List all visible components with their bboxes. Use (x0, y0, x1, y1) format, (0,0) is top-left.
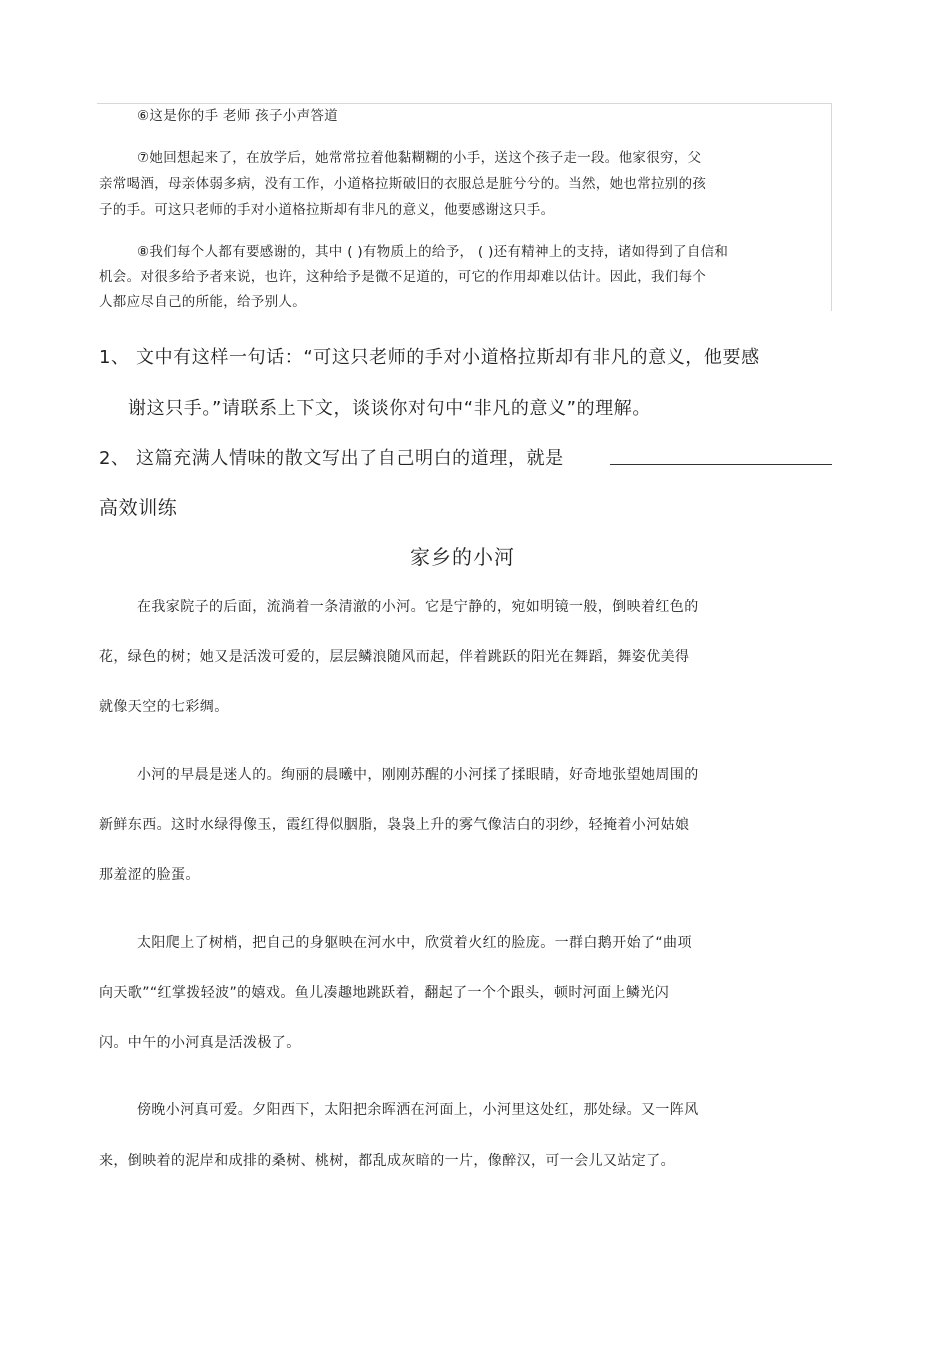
passage-paragraph-8-line-3: 人都应尽自己的所能，给予别人。 (99, 294, 306, 310)
passage-paragraph-6: ⑥这是你的手 老师 孩子小声答道 (137, 108, 338, 124)
article-p1-line-2: 花，绿色的树；她又是活泼可爱的，层层鳞浪随风而起，伴着跳跃的阳光在舞蹈，舞姿优美得 (99, 649, 690, 665)
article-p2-line-2: 新鲜东西。这时水绿得像玉，霞红得似胭脂，袅袅上升的雾气像洁白的羽纱，轻掩着小河姑娘 (99, 817, 690, 833)
passage-paragraph-8-line-2: 机会。对很多给予者来说，也许，这种给予是微不足道的，可它的作用却难以估计。因此，我们每个 (99, 269, 707, 285)
article-p4-line-2: 来，倒映着的泥岸和成排的桑树、桃树，都乱成灰暗的一片，像醉汉，可一会儿又站定了。 (99, 1153, 675, 1169)
article-title: 家乡的小河 (410, 545, 515, 569)
section-heading: 高效训练 (99, 497, 178, 519)
question-2: 2、 这篇充满人情味的散文写出了自己明白的道理，就是 (99, 448, 564, 469)
passage-paragraph-7-line-3: 子的手。可这只老师的手对小道格拉斯却有非凡的意义，他要感谢这只手。 (99, 202, 555, 218)
answer-blank-line[interactable] (610, 464, 832, 465)
article-p1-line-1: 在我家院子的后面，流淌着一条清澈的小河。它是宁静的，宛如明镜一般，倒映着红色的 (137, 599, 699, 615)
question-1-line-2: 谢这只手。”请联系上下文，谈谈你对句中“非凡的意义”的理解。 (128, 398, 651, 419)
article-p2-line-1: 小河的早晨是迷人的。绚丽的晨曦中，刚刚苏醒的小河揉了揉眼睛，好奇地张望她周围的 (137, 767, 699, 783)
article-p3-line-2: 向天歌”“红掌拨轻波”的嬉戏。鱼儿凑趣地跳跃着，翻起了一个个跟头，顿时河面上鳞光闪 (99, 985, 670, 1001)
article-p3-line-3: 闪。中午的小河真是活泼极了。 (99, 1035, 301, 1051)
passage-paragraph-7-line-2: 亲常喝酒，母亲体弱多病，没有工作，小道格拉斯破旧的衣服总是脏兮兮的。当然，她也常拉别的孩 (99, 176, 707, 192)
passage-paragraph-7-line-1: ⑦她回想起来了，在放学后，她常常拉着他黏糊糊的小手，送这个孩子走一段。他家很穷，父 (137, 150, 702, 166)
article-p1-line-3: 就像天空的七彩绸。 (99, 699, 229, 715)
article-p4-line-1: 傍晚小河真可爱。夕阳西下，太阳把余晖洒在河面上，小河里这处红，那处绿。又一阵风 (137, 1102, 699, 1118)
question-1-line-1: 1、 文中有这样一句话：“可这只老师的手对小道格拉斯却有非凡的意义，他要感 (99, 347, 760, 368)
article-p3-line-1: 太阳爬上了树梢，把自己的身躯映在河水中，欣赏着火红的脸庞。一群白鹅开始了“曲项 (137, 935, 692, 951)
article-p2-line-3: 那羞涩的脸蛋。 (99, 867, 200, 883)
passage-paragraph-8-line-1: ⑧我们每个人都有要感谢的，其中 ( )有物质上的给予， ( )还有精神上的支持，诸如得到了自信和 (137, 244, 729, 260)
